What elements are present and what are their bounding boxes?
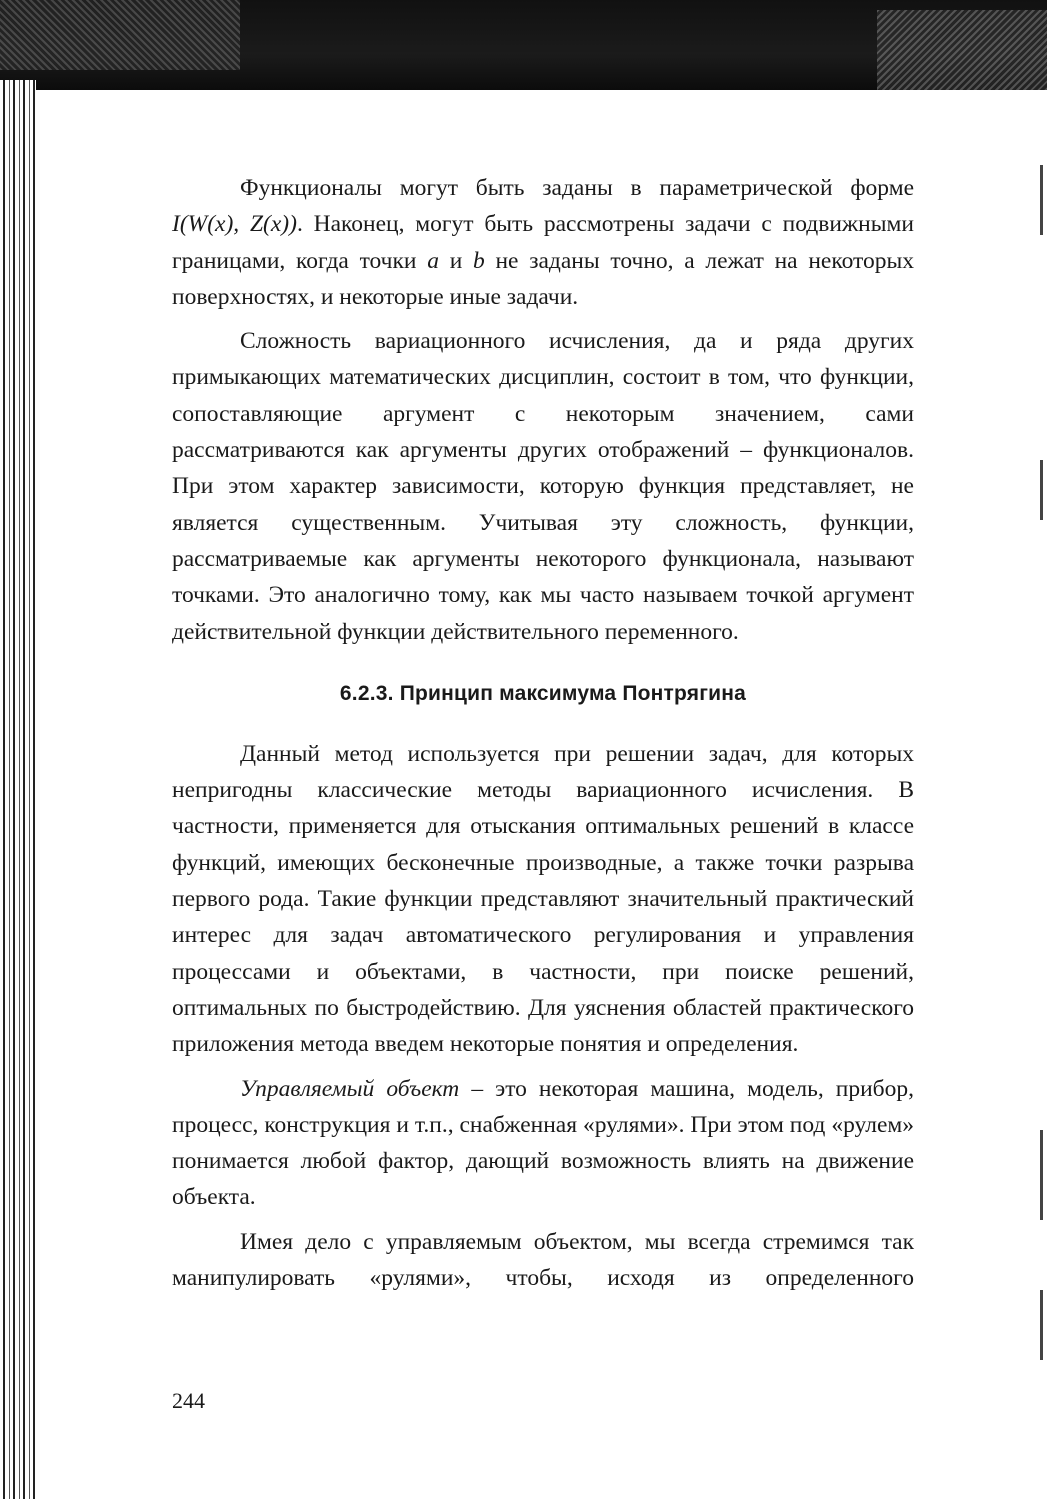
paragraph-1-text-c: и <box>438 247 473 274</box>
paragraph-1-text-d: не заданы точно, а лежат на некоторых поверхностях, и некоторые иные задачи. <box>172 247 915 310</box>
paragraph-2: Сложность вариационного исчисления, да и ряда других примыкающих математических дисциплин, состоит в том, что функции, сопоставляющие аргумент с некоторым значением, сами рассматриваются как аргументы других отображений – функционалов. При этом характер зависимости, которую функция представляет, не является существенным. Учитывая эту сложность, функции, рассматриваемые как аргументы некоторого функционала, называют точками. Это аналогично тому, как мы часто называем точкой аргумент действительной функции действительного переменного. <box>172 328 914 645</box>
scan-binding-edge <box>0 80 36 1499</box>
paragraph-5: Имея дело с управляемым объектом, мы всегда стремимся так манипулировать «рулями», чтобы, исходя из определенного <box>172 1228 914 1292</box>
defined-term: Управляемый объект <box>240 1075 460 1102</box>
section-heading: 6.2.3. Принцип максимума Понтрягина <box>339 681 747 705</box>
paragraph-1 <box>172 170 914 315</box>
variable-b: b <box>473 247 485 274</box>
page-number: 244 <box>172 1388 205 1413</box>
scan-top-shadow <box>0 0 1047 90</box>
paragraph-1-text-a: Функционалы могут быть заданы в параметрической форме <box>240 175 914 201</box>
paragraph-3: Данный метод используется при решении задач, для которых непригодны классические методы вариационного исчисления. В частности, применяется для отыскания оптимальных решений в классе функций, имеющих бесконечные производные, а также точки разрыва первого рода. Такие функции представляют значительный практический интерес для задач автоматического регулирования и управления процессами и объектами, в частности, при поиске решений, оптимальных по быстродействию. Для уяснения областей практического приложения метода введем некоторые понятия и определения. <box>172 740 914 1058</box>
paragraph-4 <box>172 1071 914 1216</box>
paragraph-1-text-b: . Наконец, могут быть рассмотрены задачи с подвижными границами, когда точки <box>172 211 914 274</box>
book-page <box>172 170 914 1296</box>
formula: I(W(x), Z(x)) <box>172 211 297 238</box>
paragraph-4-text: – это некоторая машина, модель, прибор, процесс, конструкция и т.п., снабженная «рулями». При этом под «рулем» понимается любой фактор, дающий возможность влиять на движение объекта. <box>172 1075 914 1211</box>
variable-a: a <box>427 247 439 274</box>
